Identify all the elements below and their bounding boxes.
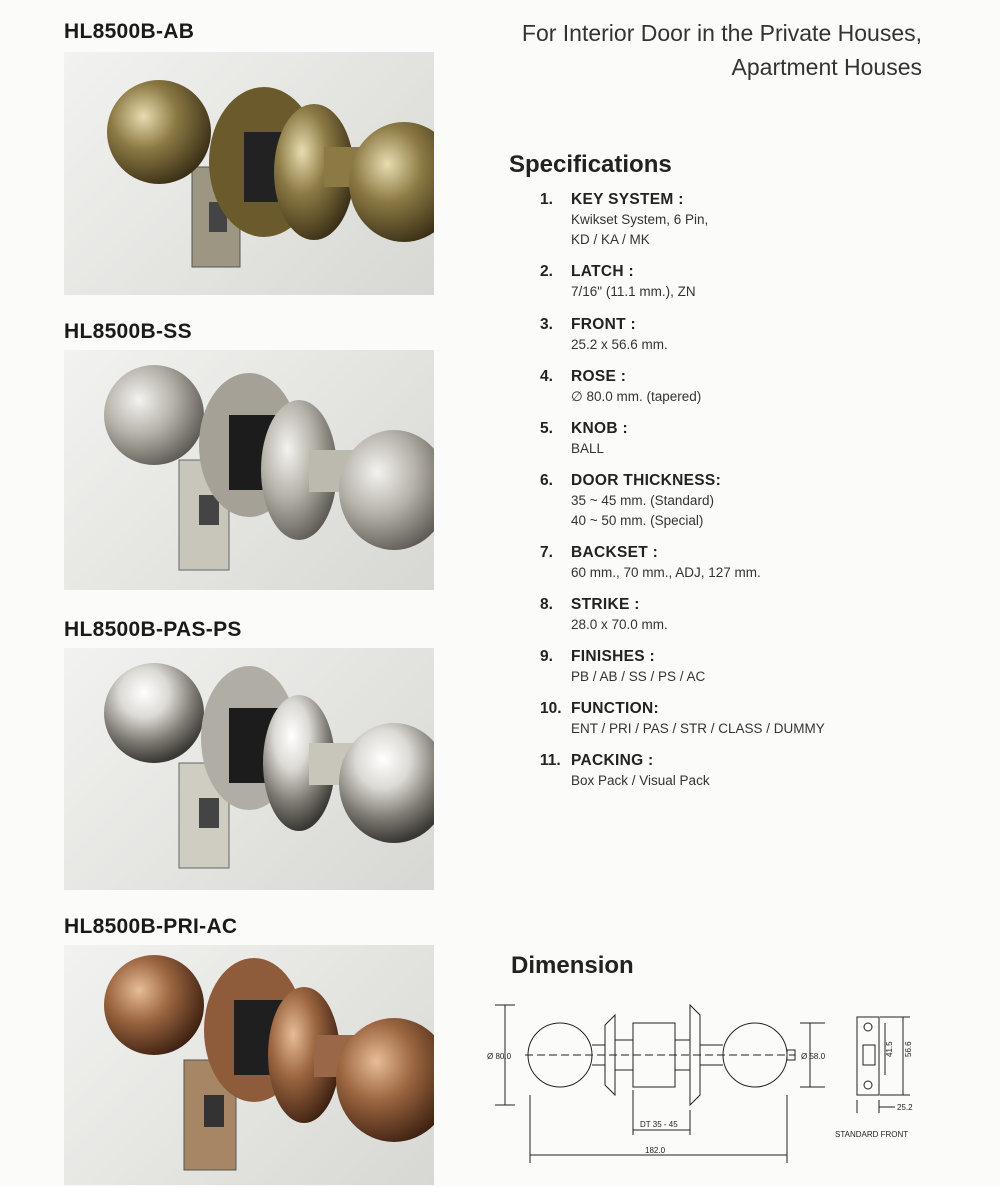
spec-value: 60 mm., 70 mm., ADJ, 127 mm. [571, 565, 761, 580]
product-photo-pas-ps [64, 648, 434, 890]
spec-label: KEY SYSTEM : [571, 191, 684, 208]
spec-number: 7. [540, 544, 553, 561]
dimension-drawing [485, 995, 930, 1170]
spec-number: 3. [540, 316, 553, 333]
dim-front-41: 41.5 [885, 1041, 894, 1057]
spec-value: KD / KA / MK [571, 232, 650, 247]
spec-item [540, 472, 940, 530]
specifications-title: Specifications [509, 151, 672, 178]
spec-number: 9. [540, 648, 553, 665]
spec-value: PB / AB / SS / PS / AC [571, 669, 706, 684]
product-photo-ss [64, 350, 434, 590]
spec-value: 25.2 x 56.6 mm. [571, 337, 668, 352]
headline [522, 16, 922, 84]
headline-line-1: For Interior Door in the Private Houses, [521, 20, 922, 46]
spec-value: 35 ~ 45 mm. (Standard) [571, 493, 714, 508]
spec-label: PACKING : [571, 752, 654, 769]
spec-item [540, 368, 940, 406]
spec-label: LATCH : [571, 263, 634, 280]
spec-label: DOOR THICKNESS: [571, 472, 722, 489]
dim-overall-length: 182.0 [645, 1146, 666, 1155]
spec-item [540, 316, 940, 354]
spec-label: FRONT : [571, 316, 636, 333]
spec-item [540, 263, 940, 301]
spec-item [540, 700, 940, 738]
spec-value: Box Pack / Visual Pack [571, 773, 710, 788]
spec-number: 4. [540, 368, 553, 385]
dim-knob-diameter: Ø 58.0 [801, 1052, 826, 1061]
spec-label: FUNCTION: [571, 700, 659, 717]
door-knob-ss-image [64, 350, 434, 590]
spec-number: 1. [540, 191, 553, 208]
spec-number: 2. [540, 263, 553, 280]
model-label-pas-ps: HL8500B-PAS-PS [64, 618, 242, 641]
model-label-ss: HL8500B-SS [64, 320, 192, 343]
product-photo-pri-ac [64, 945, 434, 1185]
product-photo-ab [64, 52, 434, 295]
spec-item [540, 648, 940, 686]
dim-front-width: 25.2 [897, 1103, 913, 1112]
spec-item [540, 752, 940, 790]
spec-item [540, 420, 940, 458]
spec-item [540, 191, 940, 249]
spec-number: 6. [540, 472, 553, 489]
spec-value: Kwikset System, 6 Pin, [571, 212, 709, 227]
spec-value: ENT / PRI / PAS / STR / CLASS / DUMMY [571, 721, 825, 736]
spec-number: 10. [540, 700, 562, 717]
spec-number: 5. [540, 420, 553, 437]
headline-line-2: Apartment Houses [731, 54, 922, 80]
door-knob-pri-ac-image [64, 945, 434, 1185]
dim-door-thickness: DT 35 - 45 [640, 1120, 678, 1129]
spec-label: FINISHES : [571, 648, 655, 665]
dim-front-56: 56.6 [904, 1041, 913, 1057]
door-knob-ab-image [64, 52, 434, 295]
dim-rose-diameter: Ø 80.0 [487, 1052, 512, 1061]
spec-item [540, 596, 940, 634]
spec-value: 7/16" (11.1 mm.), ZN [571, 284, 696, 299]
spec-label: ROSE : [571, 368, 627, 385]
spec-label: BACKSET : [571, 544, 659, 561]
spec-item [540, 544, 940, 582]
standard-front-caption: STANDARD FRONT [835, 1130, 909, 1139]
spec-number: 11. [540, 752, 561, 769]
door-knob-pas-ps-image [64, 648, 434, 890]
spec-value: BALL [571, 441, 605, 456]
dimension-title: Dimension [511, 952, 634, 979]
spec-value: 40 ~ 50 mm. (Special) [571, 513, 704, 528]
spec-label: STRIKE : [571, 596, 640, 613]
spec-number: 8. [540, 596, 553, 613]
model-label-pri-ac: HL8500B-PRI-AC [64, 915, 238, 938]
spec-label: KNOB : [571, 420, 628, 437]
spec-value: 28.0 x 70.0 mm. [571, 617, 668, 632]
model-label-ab: HL8500B-AB [64, 20, 195, 43]
spec-value: ∅ 80.0 mm. (tapered) [571, 389, 702, 404]
